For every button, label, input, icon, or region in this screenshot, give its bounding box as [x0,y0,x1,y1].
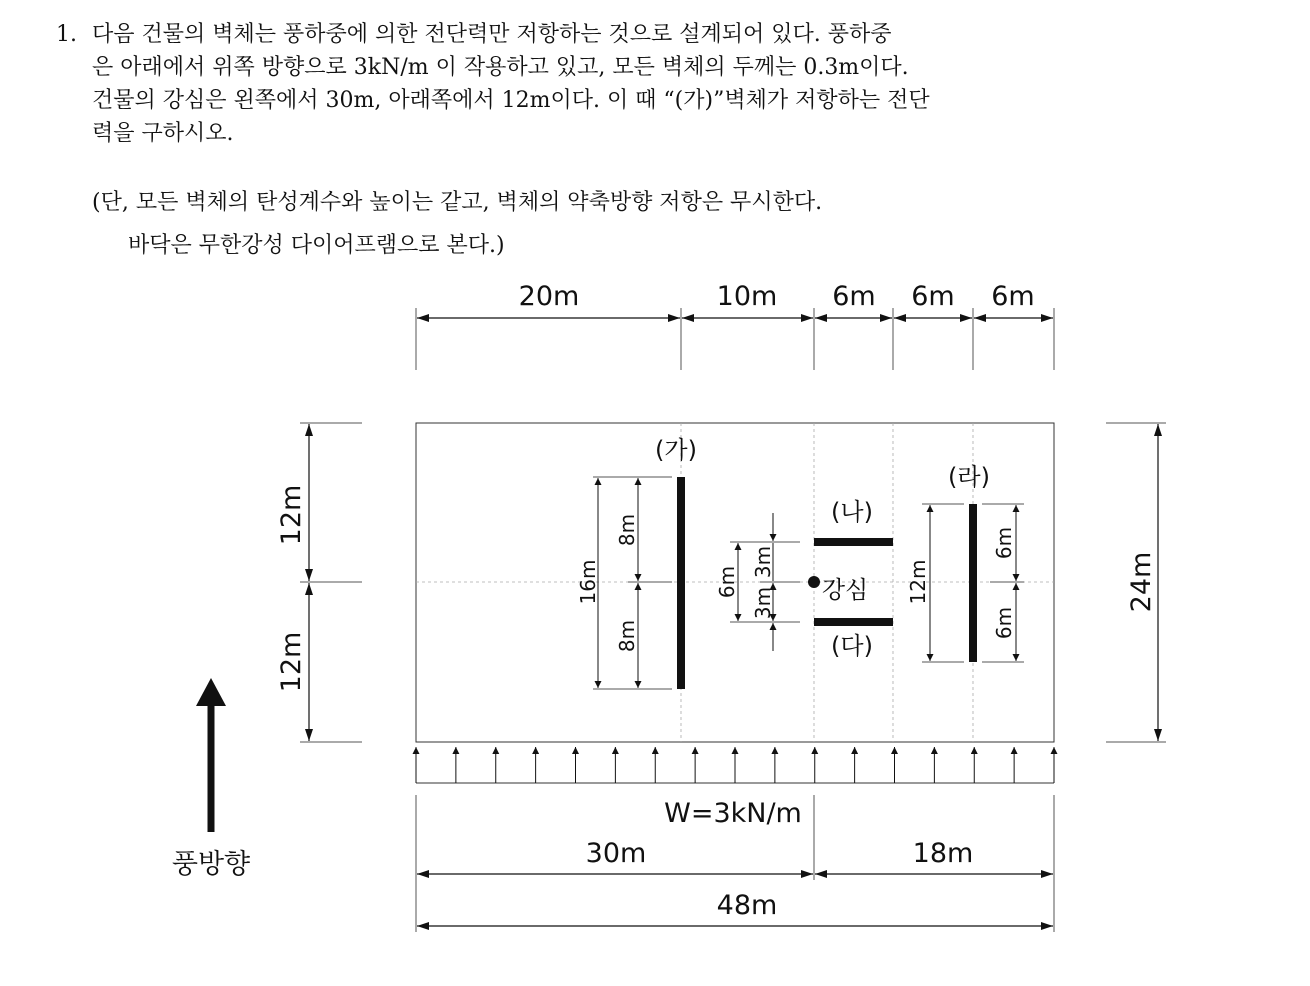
wall-da [814,622,893,660]
note-line-2: 바닥은 무한강성 다이어프램으로 본다.) [128,233,505,258]
problem-line-2: 은 아래에서 위쪽 방향으로 3kN/m 이 작용하고 있고, 모든 벽체의 두께는 0.3m이다. [92,55,909,80]
problem-line-3: 건물의 강심은 왼쪽에서 30m, 아래쪽에서 12m이다. 이 때 “(가)”벽체가 저항하는 전단 [92,88,930,113]
top-dimensions [416,281,1054,370]
wall-ga [576,436,697,689]
dim-right-24m: 24m [1126,551,1157,613]
distributed-load [416,747,1054,829]
dim-left-12m-bottom: 12m [276,631,307,693]
wall-ra-label: (라) [948,463,990,491]
right-dimension [1106,423,1166,742]
wall-ga-half-top: 8m [615,513,639,547]
problem-line-1: 다음 건물의 벽체는 풍하중에 의한 전단력만 저항하는 것으로 설계되어 있다. 풍하중 [92,22,892,47]
wall-ga-length: 16m [576,559,600,605]
problem-number: 1. [56,22,77,47]
dim-top-6m-c: 6m [991,281,1035,312]
wind-label: 풍방향 [171,849,251,880]
wall-na-label: (나) [831,498,873,526]
center-span: 6m [715,565,739,599]
center-dimensions [715,513,800,651]
wall-ga-half-bottom: 8m [615,619,639,653]
dim-top-6m-b: 6m [911,281,955,312]
center-half-bottom: 3m [751,586,775,620]
wall-ra [906,463,1024,662]
dim-bottom-18m: 18m [912,838,974,869]
dim-total-48m: 48m [716,890,778,921]
wall-ra-length: 12m [906,559,930,605]
center-label: 강심 [821,576,869,604]
wall-da-label: (다) [831,632,873,660]
dim-top-6m-a: 6m [832,281,876,312]
wall-ra-half-bottom: 6m [992,606,1016,640]
left-dimensions [276,423,362,742]
wall-na [814,498,893,542]
problem-line-4: 력을 구하시오. [92,121,234,146]
center-of-rigidity-dot [808,576,820,588]
note-line-1: (단, 모든 벽체의 탄성계수와 높이는 같고, 벽체의 약축방향 저항은 무시한다. [92,190,823,215]
center-half-top: 3m [751,545,775,579]
dim-left-12m-top: 12m [276,484,307,546]
dim-top-10m: 10m [716,281,778,312]
dim-top-20m: 20m [518,281,580,312]
wind-direction [172,678,250,880]
load-label: W=3kN/m [664,798,802,829]
dim-bottom-30m: 30m [585,838,647,869]
wall-ra-half-top: 6m [992,526,1016,560]
wall-ga-label: (가) [655,436,697,464]
wind-arrow-icon [196,678,226,706]
